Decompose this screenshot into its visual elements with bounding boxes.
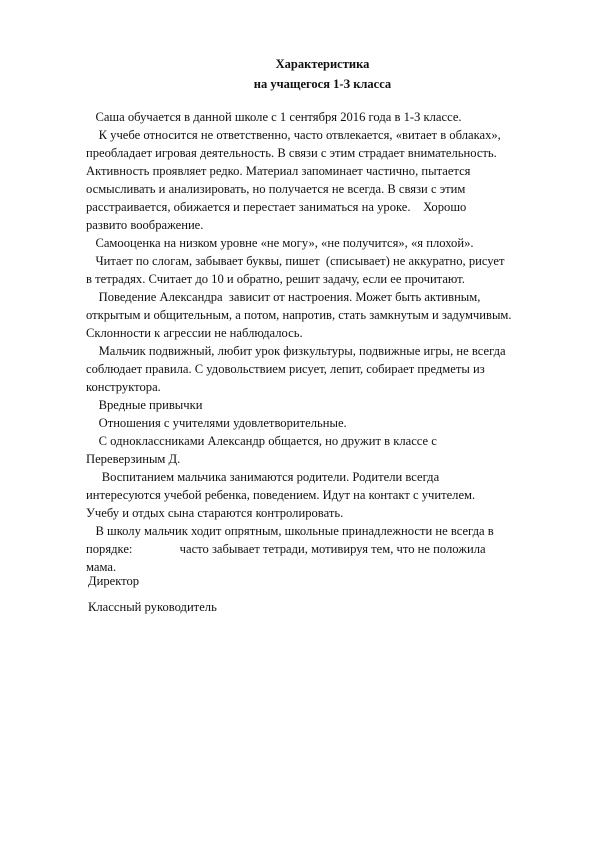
body-line: Мальчик подвижный, любит урок физкультуры, подвижные игры, не всегда bbox=[86, 344, 506, 358]
body-line: Вредные привычки bbox=[86, 398, 203, 412]
body-line: осмысливать и анализировать, но получается не всегда. В связи с этим bbox=[86, 182, 466, 196]
body-line: Воспитанием мальчика занимаются родители. Родители всегда bbox=[86, 470, 440, 484]
body-line: Самооценка на низком уровне «не могу», «не получится», «я плохой». bbox=[86, 236, 474, 250]
signature-director: Директор bbox=[88, 574, 140, 588]
body-line: преобладает игровая деятельность. В связи с этим страдает внимательность. bbox=[86, 146, 497, 160]
body-line: интересуются учебой ребенка, поведением. Идут на контакт с учителем. bbox=[86, 488, 476, 502]
signature-class-teacher: Классный руководитель bbox=[88, 600, 217, 614]
body-line: Саша обучается в данной школе с 1 сентября 2016 года в 1-З классе. bbox=[86, 110, 462, 124]
body-line: открытым и общительным, а потом, напротив, стать замкнутым и задумчивым. bbox=[86, 308, 512, 322]
body-line: Читает по слогам, забывает буквы, пишет (списывает) не аккуратно, рисует bbox=[86, 254, 505, 268]
document-subtitle: на учащегося 1-З класса bbox=[253, 77, 392, 91]
body-line: Переверзиным Д. bbox=[86, 452, 181, 466]
body-line: С одноклассниками Александр общается, но дружит в классе с bbox=[86, 434, 437, 448]
body-line: К учебе относится не ответственно, часто отвлекается, «витает в облаках», bbox=[86, 128, 501, 142]
body-line: Активность проявляет редко. Материал запоминает частично, пытается bbox=[86, 164, 471, 178]
body-line: расстраивается, обижается и перестает заниматься на уроке. Хорошо bbox=[86, 200, 467, 214]
body-line: мама. bbox=[86, 560, 117, 574]
body-line: развито воображение. bbox=[86, 218, 204, 232]
body-line: Поведение Александра зависит от настроения. Может быть активным, bbox=[86, 290, 481, 304]
body-line: Склонности к агрессии не наблюдалось. bbox=[86, 326, 303, 340]
body-line: Учебу и отдых сына стараются контролировать. bbox=[86, 506, 344, 520]
body-line: в тетрадях. Считает до 10 и обратно, решит задачу, если ее прочитают. bbox=[86, 272, 465, 286]
body-line: Отношения с учителями удовлетворительные. bbox=[86, 416, 347, 430]
body-line: конструктора. bbox=[86, 380, 161, 394]
body-line: порядке: часто забывает тетради, мотивируя тем, что не положила bbox=[86, 542, 486, 556]
body-line: В школу мальчик ходит опрятным, школьные принадлежности не всегда в bbox=[86, 524, 494, 538]
document-title: Характеристика bbox=[275, 57, 370, 71]
document-body bbox=[86, 108, 566, 576]
body-line: соблюдает правила. С удовольствием рисует, лепит, собирает предметы из bbox=[86, 362, 485, 376]
